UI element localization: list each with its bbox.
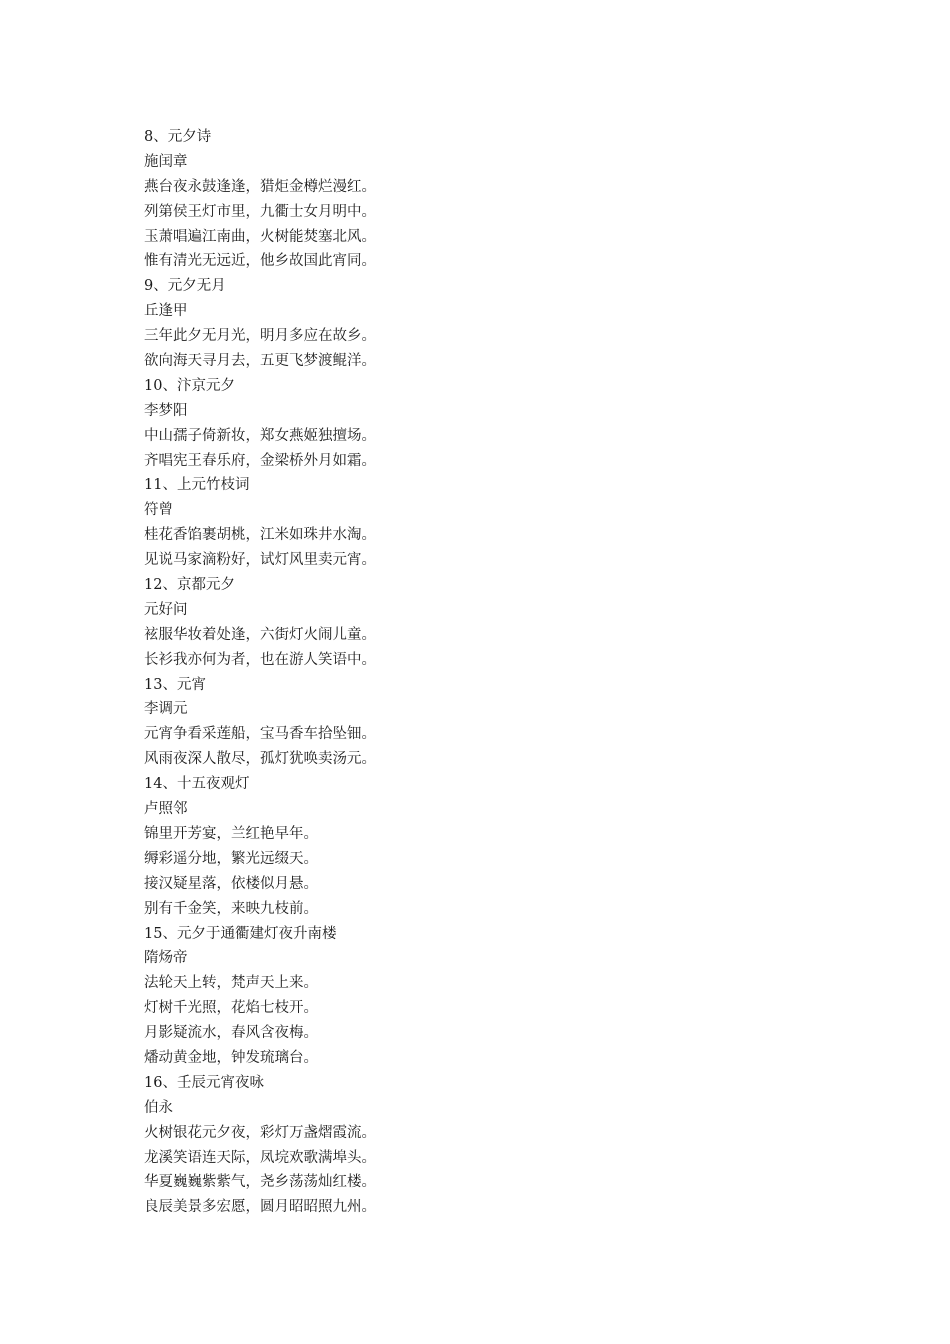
poem-heading: 8、元夕诗 xyxy=(144,129,212,145)
poem-block xyxy=(144,772,844,921)
poem-verse-line: 华夏巍巍紫紫气，尧乡荡荡灿红楼。 xyxy=(144,1174,376,1191)
poem-author: 隋炀帝 xyxy=(144,950,188,967)
poem-verse-line: 接汉疑星落，依楼似月悬。 xyxy=(144,875,318,892)
poem-verse-line: 长衫我亦何为者，也在游人笑语中。 xyxy=(144,651,376,668)
poem-author: 伯永 xyxy=(144,1099,173,1116)
poem-author: 符曾 xyxy=(144,502,173,519)
poem-block xyxy=(144,573,844,673)
poem-heading: 14、十五夜观灯 xyxy=(144,776,250,793)
poem-verse-line: 袨服华妆着处逢，六街灯火闹儿童。 xyxy=(144,626,376,643)
poem-verse-line: 欲向海天寻月去，五更飞梦渡鲲洋。 xyxy=(144,353,376,370)
poem-heading: 11、上元竹枝词 xyxy=(144,477,250,494)
poem-verse-line: 缛彩遥分地，繁光远缀天。 xyxy=(144,850,318,867)
poem-author: 丘逢甲 xyxy=(144,303,188,320)
poem-verse-line: 桂花香馅裹胡桃，江米如珠井水淘。 xyxy=(144,527,376,544)
poem-list xyxy=(144,125,844,1220)
poem-author: 元好问 xyxy=(144,601,188,618)
poem-verse-line: 中山孺子倚新妆，郑女燕姬独擅场。 xyxy=(144,427,376,444)
poem-verse-line: 灯树千光照，花焰七枝开。 xyxy=(144,1000,318,1017)
poem-verse-line: 列第侯王灯市里，九衢士女月明中。 xyxy=(144,203,376,220)
poem-author: 卢照邻 xyxy=(144,801,188,818)
poem-block xyxy=(144,922,844,1071)
poem-block xyxy=(144,125,844,274)
poem-verse-line: 见说马家滴粉好，试灯风里卖元宵。 xyxy=(144,552,376,569)
poem-author: 施闰章 xyxy=(144,153,188,170)
poem-block xyxy=(144,374,844,474)
poem-heading: 12、京都元夕 xyxy=(144,577,235,594)
poem-verse-line: 风雨夜深人散尽，孤灯犹唤卖汤元。 xyxy=(144,751,376,768)
poem-verse-line: 月影疑流水，春风含夜梅。 xyxy=(144,1025,318,1042)
poem-verse-line: 燕台夜永鼓逢逢，猎炬金樽烂漫红。 xyxy=(144,178,376,195)
poem-verse-line: 元宵争看采莲船，宝马香车拾坠钿。 xyxy=(144,726,376,743)
poem-heading: 10、汴京元夕 xyxy=(144,377,235,394)
poem-verse-line: 锦里开芳宴，兰红艳早年。 xyxy=(144,825,318,842)
poem-heading: 16、壬辰元宵夜咏 xyxy=(144,1074,264,1091)
poem-block xyxy=(144,473,844,573)
poem-block xyxy=(144,673,844,773)
poem-heading: 15、元夕于通衢建灯夜升南楼 xyxy=(144,925,337,942)
poem-verse-line: 别有千金笑，来映九枝前。 xyxy=(144,900,318,917)
poem-verse-line: 法轮天上转，梵声天上来。 xyxy=(144,975,318,992)
poem-author: 李梦阳 xyxy=(144,402,188,419)
poem-verse-line: 燔动黄金地，钟发琉璃台。 xyxy=(144,1049,318,1066)
poem-block xyxy=(144,274,844,374)
poem-heading: 13、元宵 xyxy=(144,676,206,693)
poem-verse-line: 齐唱宪王春乐府，金梁桥外月如霜。 xyxy=(144,452,376,469)
poem-block xyxy=(144,1071,844,1220)
poem-verse-line: 三年此夕无月光，明月多应在故乡。 xyxy=(144,328,376,345)
poem-verse-line: 龙溪笑语连天际，凤垸欢歌满埠头。 xyxy=(144,1149,376,1166)
poem-author: 李调元 xyxy=(144,701,188,718)
poem-verse-line: 良辰美景多宏愿，圆月昭昭照九州。 xyxy=(144,1199,376,1216)
poem-verse-line: 玉萧唱遍江南曲，火树能焚塞北风。 xyxy=(144,228,376,245)
poem-verse-line: 火树银花元夕夜，彩灯万盏熠霞流。 xyxy=(144,1124,376,1141)
poem-heading: 9、元夕无月 xyxy=(144,278,226,295)
poem-verse-line: 惟有清光无远近，他乡故国此宵同。 xyxy=(144,253,376,270)
